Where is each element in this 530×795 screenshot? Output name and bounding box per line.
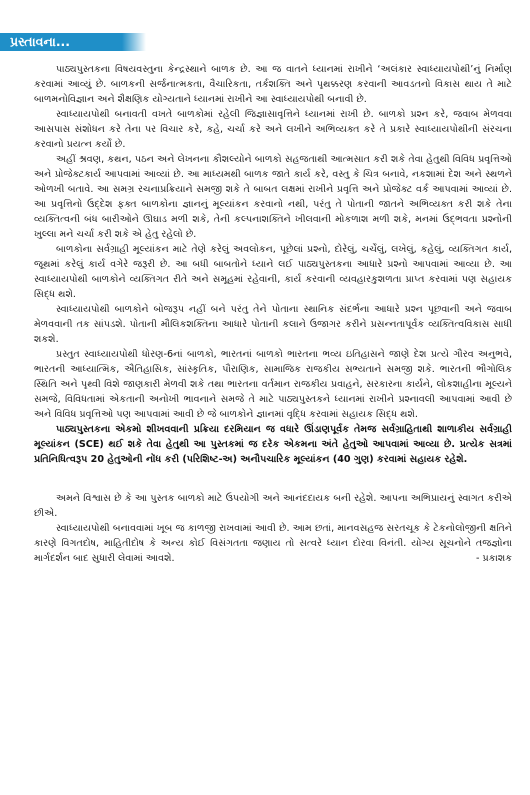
preface-body (34, 62, 512, 566)
heading-bar-fade (122, 33, 146, 51)
paragraph-4: બાળકોના સર્વગ્રાહી મૂલ્યાંકન માટે તેણે કરેલું અવલોકન, પૂછેલાં પ્રશ્નો, દોરેલું, ચર્ચેલું, લખેલું, કહેલું, વ્યક્તિગત કાર્ય, જૂથમાં કરેલું કાર્ય વગેરે જરૂરી છે. આ બધી બાબતોને ધ્યાને લઈ પાઠ્યપુસ્તકના આધારે પ્રશ્નો આપવામાં આવ્યા છે. આ સ્વાધ્યાયપોથી બાળકોને વ્યક્તિગત રીતે અને સમૂહમાં રહેવાની, કાર્ય કરવાની વ્યવહારકુશળતા પ્રાપ્ત કરવામાં પણ સહાયક સિદ્ધ થશે. (34, 244, 512, 300)
evaluation-paragraph: પાઠ્યપુસ્તકના એકમો શીખવવાની પ્રક્રિયા દરમિયાન જ વધારે ઊંડાણપૂર્વક તેમજ સર્વગ્રાહિતાથી શાળાકીય સર્વગ્રાહી મૂલ્યાંકન (SCE) થઈ શકે તેવા હેતુથી આ પુસ્તકમાં જ દરેક એકમના અંતે હેતુઓ આપવામાં આવ્યા છે. પ્રત્યેક સત્રમાં પ્રતિનિધિત્વરૂપ 20 હેતુઓની નોંધ કરી (પરિશિષ્ટ-અ) અનૌપચારિક મૂલ્યાંકન (40 ગુણ) કરવામાં સહાયક રહેશે. (34, 424, 512, 465)
paragraph-5: સ્વાધ્યાયપોથી બાળકોને બોજરૂપ નહીં બને પરંતુ તેને પોતાના સ્થાનિક સંદર્ભના આધારે પ્રશ્ન પૂછવાની અને જવાબ મેળવવાની તક સાંપડશે. પોતાની મૌલિકશક્તિના આધારે પોતાની કલાને ઉજાગર કરીને પ્રસન્નતાપૂર્વક વ્યક્તિત્વવિકાસ સાધી શકશે. (34, 304, 512, 345)
final-paragraph-text: સ્વાધ્યાયપોથી બનાવવામાં ખૂબ જ કાળજી રાખવામાં આવી છે. આમ છતાં, માનવસહજ સરતચૂક કે ટેકનોલોજીની ક્ષતિને કારણે વિગતદોષ, માહિતીદોષ કે અન્ય કોઈ વિસંગતતા જણાય તો સત્વરે ધ્યાન દોરવા વિનંતી. યોગ્ય સૂચનોને તજજ્ઞોના માર્ગદર્શન બાદ સુધારી લેવામાં આવશે. (34, 523, 512, 564)
paragraph-2: સ્વાધ્યાયપોથી બનાવતી વખતે બાળકોમાં રહેલી જિજ્ઞાસાવૃત્તિને ધ્યાનમાં રાખી છે. બાળકો પ્રશ્ન કરે, જવાબ મેળવવા આસપાસ સંશોધન કરે તેના પર વિચાર કરે, કહે, ચર્ચા કરે અને લખીને અભિવ્યક્ત કરે તે પ્રકારે સ્વાધ્યાયપોથીની સંરચના કરવાનો પ્રયત્ન કર્યો છે. (34, 109, 512, 150)
preface-heading: પ્રસ્તાવના... (0, 33, 122, 51)
paragraph-1: પાઠ્યપુસ્તકના વિષયવસ્તુના કેન્દ્રસ્થાને બાળક છે. આ જ વાતને ધ્યાનમાં રાખીને ‘અલંકાર સ્વાધ્યાયપોથી’નું નિર્માણ કરવામાં આવ્યું છે. બાળકની સર્જનાત્મકતા, વૈચારિકતા, તર્કશક્તિ અને પૃથક્કરણ કરવાની આવડતનો વિકાસ થાય તે માટે બાળમનોવિજ્ઞાન અને શૈક્ષણિક યોગ્યતાને ધ્યાનમાં રાખીને આ સ્વાધ્યાયપોથી બનાવી છે. (34, 64, 512, 105)
closing-paragraph: અમને વિશ્વાસ છે કે આ પુસ્તક બાળકો માટે ઉપયોગી અને આનંદદાયક બની રહેશે. આપના અભિપ્રાયનું સ્વાગત કરીએ છીએ. (34, 493, 512, 519)
publisher-signature: - પ્રકાશક (475, 553, 512, 564)
paragraph-spacer (34, 467, 512, 491)
paragraph-6: પ્રસ્તુત સ્વાધ્યાયપોથી ધોરણ-6નાં બાળકો, ભારતનાં બાળકો ભારતના ભવ્ય ઇતિહાસને જાણે દેશ પ્રત્યે ગૌરવ અનુભવે, ભારતની આધ્યાત્મિક, ઐતિહાસિક, સાંસ્કૃતિક, પૌરાણિક, સામાજિક રાજકીય સભ્યતાને સમજી શકે. ભારતની ભૌગોલિક સ્થિતિ અને પૃથ્વી વિશે જાણકારી મેળવી શકે તથા ભારતના વર્તમાન રાજકીય પ્રવાહને, સરકારના કાર્યને, લોકશાહીના મૂલ્યને સમજે, વિવિધતામાં એકતાની અનોખી ભાવનાને સમજે તે માટે પાઠ્યપુસ્તકને ધ્યાનમાં રાખીને પ્રશ્નાવલી આપવામાં આવી છે અને વિવિધ પ્રવૃત્તિઓ પણ આપવામાં આવી છે જે બાળકોને જ્ઞાનમાં વૃદ્ધિ કરવામાં સહાયક સિદ્ધ થશે. (34, 349, 512, 420)
final-paragraph (34, 521, 512, 566)
paragraph-3: અહીં શ્રવણ, કથન, પઠન અને લેખનના કૌશલ્યોને બાળકો સહજતાથી આત્મસાત કરી શકે તેવા હેતુથી વિવિધ પ્રવૃત્તિઓ અને પ્રોજેક્ટકાર્ય આપવામાં આવ્યાં છે. આ માધ્યમથી બાળક જાતે કાર્ય કરે, વસ્તુ કે ચિત્ર બનાવે, નકશામાં દેશ અને સ્થળને ઓળખી બતાવે. આ સમગ્ર રચનાપ્રક્રિયાને સમજી શકે તે બાબત લક્ષમાં રાખીને પ્રવૃત્તિ અને પ્રોજેક્ટ વર્ક આપવામાં આવ્યાં છે. આ પ્રવૃત્તિનો ઉદ્દેશ ફક્ત બાળકોના જ્ઞાનનું મૂલ્યાંકન કરવાનો નથી, પરંતુ તે પોતાની જાતને અભિવ્યક્ત કરી શકે તેના વ્યક્તિત્વની બંધ બારીઓને ઊઘાડ મળી શકે, તેની કલ્પનાશક્તિને ખીલવાની મોકળાશ મળી શકે, મનમાં ઉદ્ભવતા પ્રશ્નોની ખુલ્લા મને ચર્ચા કરી શકે એ હેતુ રહેલો છે. (34, 154, 512, 240)
